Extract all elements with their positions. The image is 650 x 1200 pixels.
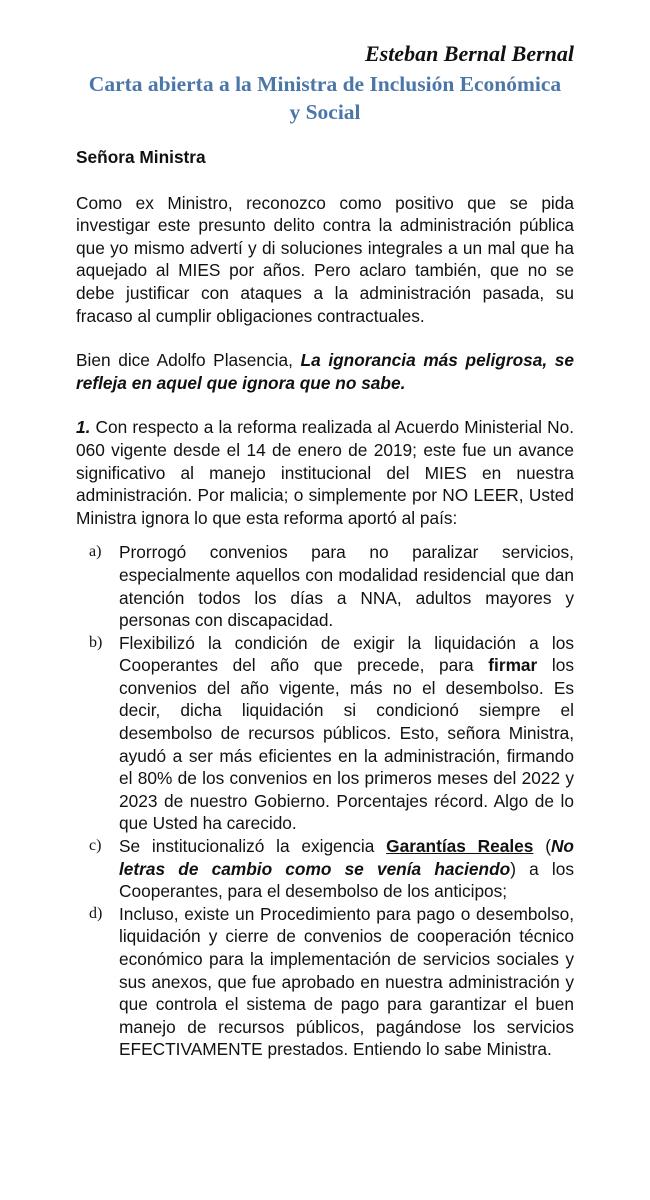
point-1-label: 1.: [76, 417, 91, 438]
letter-title: [60, 70, 590, 126]
paragraph-2-intro: Bien dice Adolfo Plasencia,: [76, 350, 301, 371]
point-1: [76, 416, 574, 529]
underlined-emphasis: Garantías Reales: [386, 836, 534, 857]
list-item-text: Incluso, existe un Procedimiento para pago o desembolso, liquidación y cierre de convenios de cooperación técnico económico para la implementación de servicios sociales y sus anexos, que fue aprobado en nuestra administración y que controla el sistema de pago para garantizar el buen manejo de recursos públicos, pagándose los servicios EFECTIVAMENTE prestados. Entiendo lo sabe Ministra.: [119, 903, 574, 1060]
list-marker: d): [89, 904, 103, 922]
list-item-text: (: [533, 836, 551, 857]
list-item-text: Flexibilizó la condición de exigir la liquidación a los Cooperantes del año que precede, para: [119, 632, 574, 676]
paragraph-1: Como ex Ministro, reconozco como positivo que se pida investigar este presunto delito contra la administración pública que yo mismo advertí y di soluciones integrales a un mal que ha aquejado al MIES por años. Pero aclaro también, que no se debe justificar con ataques a la administración pasada, su fracaso al cumplir obligaciones contractuales.: [76, 192, 574, 326]
list-item-c: [76, 835, 574, 903]
quote: La ignorancia más peligrosa, se refleja en aquel que ignora que no sabe.: [76, 350, 574, 393]
list-item-d: [76, 903, 574, 1061]
point-1-text: Con respecto a la reforma realizada al Acuerdo Ministerial No. 060 vigente desde el 14 de enero de 2019; este fue un avance significativo al manejo institucional del MIES en nuestra administración. Por malicia; o simplemente por NO LEER, Usted Ministra ignora lo que esta reforma aportó al país:: [76, 417, 574, 528]
list-marker: a): [89, 543, 102, 561]
list-item-text: los convenios del año vigente, más no el desembolso. Es decir, dicha liquidación si condicionó siempre el desembolso de recursos públicos. Esto, señora Ministra, ayudó a ser más eficientes en la administración, firmando el 80% de los convenios en los primeros meses del 2022 y 2023 de nuestro Gobierno. Porcentajes récord. Algo de lo que Usted ha carecido.: [119, 655, 574, 834]
reform-list: [76, 541, 574, 1061]
list-item-a: [76, 541, 574, 631]
list-marker: c): [89, 837, 102, 855]
list-marker: b): [89, 633, 103, 651]
title-line-2: y Social: [289, 100, 361, 124]
bold-emphasis: firmar: [488, 655, 538, 676]
list-item-text: Se institucionalizó la exigencia: [119, 836, 387, 857]
author-name: Esteban Bernal Bernal: [364, 41, 574, 66]
italic-emphasis: No letras de cambio como se venía haciendo: [119, 836, 574, 879]
letter-body: [76, 146, 574, 1061]
list-item-text: ) a los Cooperantes, para el desembolso de los anticipos;: [119, 858, 575, 902]
list-item-text: Prorrogó convenios para no paralizar servicios, especialmente aquellos con modalidad residencial que dan atención todos los días a NNA, adultos mayores y personas con discapacidad.: [119, 542, 574, 631]
list-item-b: [76, 632, 574, 835]
salutation: Señora Ministra: [76, 147, 206, 167]
paragraph-2: [76, 349, 574, 394]
title-line-1: Carta abierta a la Ministra de Inclusión Económica: [88, 72, 562, 96]
